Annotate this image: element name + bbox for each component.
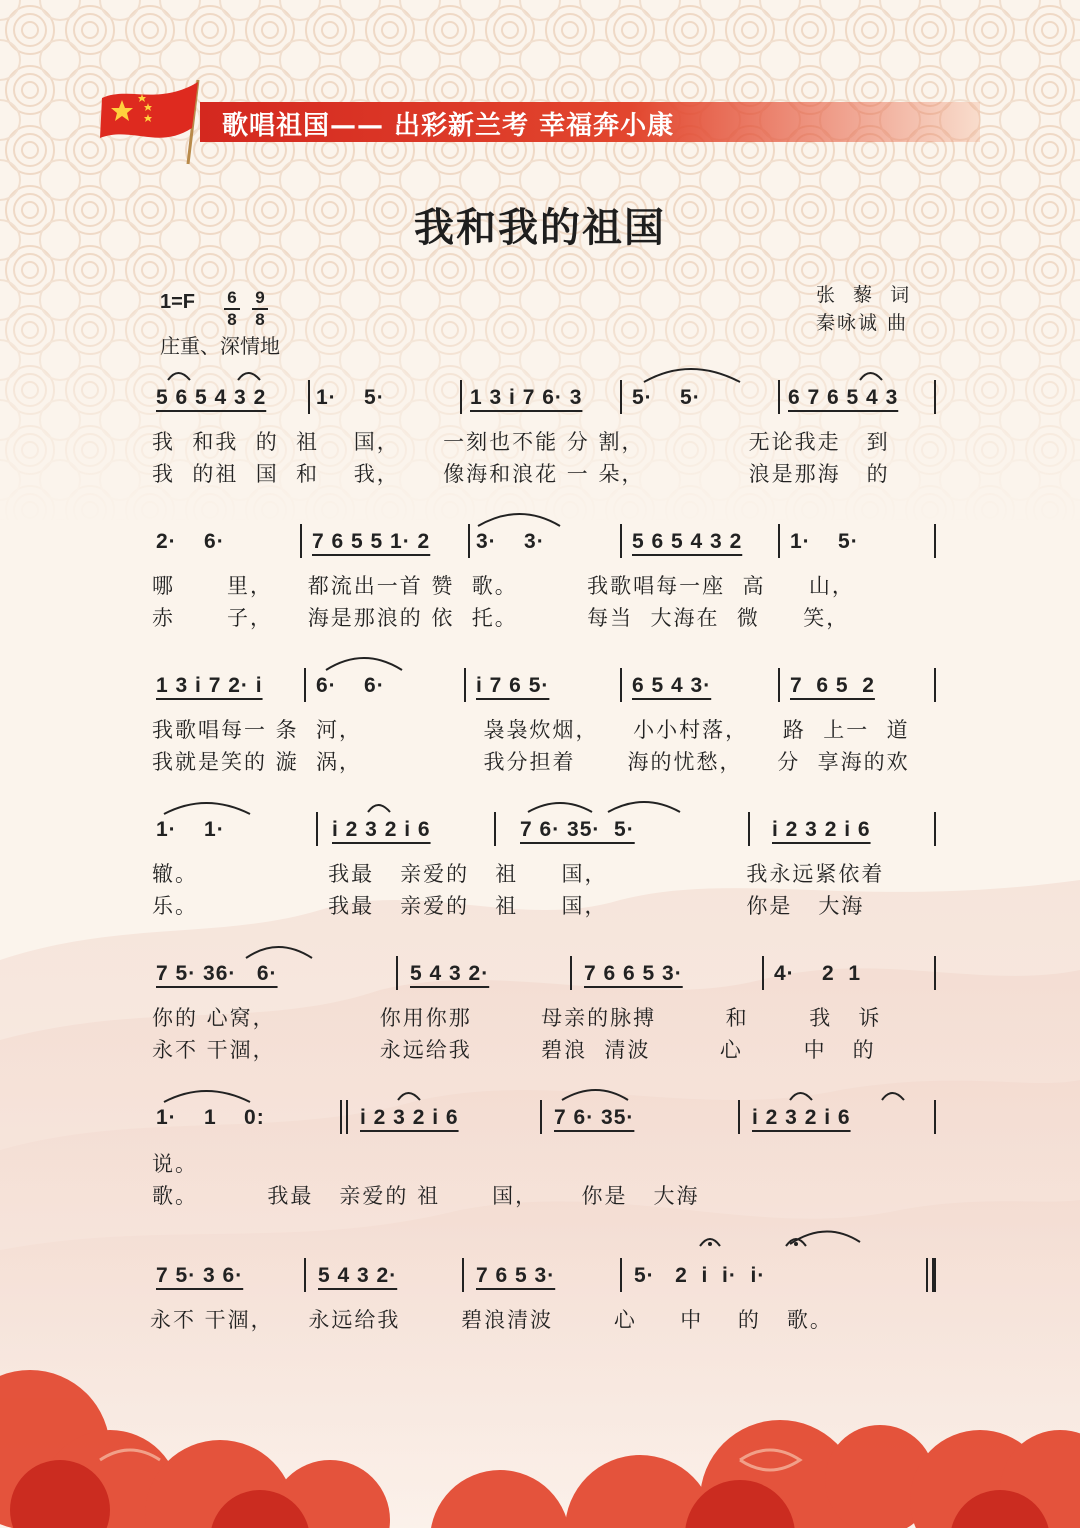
key-signature: 1=F — [160, 291, 196, 313]
notation-line — [150, 1258, 940, 1298]
barline — [762, 956, 764, 990]
final-barline — [926, 1258, 928, 1292]
barline — [934, 1100, 936, 1134]
measure: 7 6 5 3· — [476, 1264, 556, 1287]
lyric-verse-2: 永不 干涸， 永远给我 碧浪 清波 心 中 的 — [152, 1038, 876, 1062]
measure: 7 6· 35· 5· — [520, 818, 635, 841]
measure: 6 5 4 3· — [632, 674, 712, 697]
time-signature-9-8 — [252, 289, 268, 329]
barline — [460, 380, 462, 414]
measure: 7 5· 36· 6· — [156, 962, 278, 985]
measure: i 2 3 2 i 6 — [360, 1106, 459, 1129]
barline — [300, 524, 302, 558]
score-line-7 — [150, 1258, 940, 1298]
measure: 5 6 5 4 3 2 — [632, 530, 743, 553]
barline — [748, 812, 750, 846]
barline — [934, 380, 936, 414]
fermata-and-tie — [690, 1224, 890, 1260]
measure: 1 3 i 7 2· i — [156, 674, 263, 697]
score-line-1 — [150, 380, 940, 420]
composer-credit: 秦咏诚 曲 — [816, 312, 909, 334]
tempo-marking: 庄重、深情地 — [160, 334, 280, 358]
theme-banner — [200, 102, 980, 142]
measure: 7 5· 3 6· — [156, 1264, 244, 1287]
notation-line — [150, 956, 940, 996]
time-sig-bottom: 8 — [255, 310, 265, 329]
measure: i 7 6 5· — [476, 674, 550, 697]
barline — [304, 1258, 306, 1292]
measure: 5· 5· — [632, 386, 701, 409]
notation-line — [150, 380, 940, 420]
final-barline — [932, 1258, 936, 1292]
barline — [494, 812, 496, 846]
barline — [778, 668, 780, 702]
barline — [570, 956, 572, 990]
time-sig-top: 9 — [255, 288, 265, 307]
measure: 7 6 6 5 3· — [584, 962, 683, 985]
lyric-verse-2: 歌。 我最 亲爱的 祖 国， 你是 大海 — [152, 1184, 700, 1208]
lyric-verse-2: 我就是笑的 漩 涡， 我分担着 海的忧愁， 分 享海的欢 — [152, 750, 910, 774]
repeat-barline — [340, 1100, 342, 1134]
barline — [934, 956, 936, 990]
measure: 1· 5· — [316, 386, 385, 409]
repeat-barline — [346, 1100, 348, 1134]
measure: 1· 1· — [156, 818, 225, 841]
lyric-verse-1: 辙。 我最 亲爱的 祖 国， 我永远紧依着 — [152, 862, 885, 886]
barline — [462, 1258, 464, 1292]
barline — [620, 668, 622, 702]
tie-marks — [150, 1080, 950, 1104]
measure: i 2 3 2 i 6 — [752, 1106, 851, 1129]
measure: 1 3 i 7 6· 3 — [470, 386, 583, 409]
score-line-4 — [150, 812, 940, 852]
measure: 1· 1 0: — [156, 1106, 265, 1129]
barline — [778, 524, 780, 558]
notation-line — [150, 812, 940, 852]
score-line-2 — [150, 524, 940, 564]
barline — [620, 1258, 622, 1292]
measure: 5 6 5 4 3 2 — [156, 386, 267, 409]
lyric-verse-1: 哪 里， 都流出一首 赞 歌。 我歌唱每一座 高 山， — [152, 574, 855, 598]
measure: 2· 6· — [156, 530, 225, 553]
measure: 7 6· 35· — [554, 1106, 635, 1129]
barline — [316, 812, 318, 846]
lyric-verse-1: 我 和我 的 祖 国， 一刻也不能 分 割， 无论我走 到 — [152, 430, 890, 454]
barline — [934, 524, 936, 558]
time-sig-top: 6 — [227, 288, 237, 307]
measure: 7 6 5 5 1· 2 — [312, 530, 431, 553]
tie-marks — [150, 792, 950, 816]
time-sig-bottom: 8 — [227, 310, 237, 329]
measure: 4· 2 1 — [774, 962, 862, 985]
lyric-verse-1: 你的 心窝， 你用你那 母亲的脉搏 和 我 诉 — [152, 1006, 882, 1030]
barline — [308, 380, 310, 414]
notation-line — [150, 524, 940, 564]
tie-mark — [320, 650, 420, 672]
notation-line — [150, 1100, 940, 1140]
measure: 5 4 3 2· — [318, 1264, 398, 1287]
barline — [778, 380, 780, 414]
china-flag-icon — [98, 76, 208, 166]
measure: 5· 2 i i· i· — [634, 1264, 766, 1287]
tie-mark — [240, 938, 340, 960]
barline — [934, 668, 936, 702]
barline — [620, 524, 622, 558]
measure: i 2 3 2 i 6 — [772, 818, 871, 841]
lyric-verse-2: 我 的祖 国 和 我， 像海和浪花 一 朵， 浪是那海 的 — [152, 462, 890, 486]
time-signature-6-8 — [224, 289, 240, 329]
notation-line — [150, 668, 940, 708]
tie-marks — [160, 362, 960, 384]
barline — [396, 956, 398, 990]
song-title: 我和我的祖国 — [414, 205, 666, 251]
barline — [540, 1100, 542, 1134]
measure: 5 4 3 2· — [410, 962, 490, 985]
measure: 3· 3· — [476, 530, 545, 553]
lyric-verse-2: 乐。 我最 亲爱的 祖 国， 你是 大海 — [152, 894, 865, 918]
lyric-verse-final: 永不 干涸， 永远给我 碧浪清波 心 中 的 歌。 — [150, 1308, 833, 1332]
barline — [620, 380, 622, 414]
measure: 6 7 6 5 4 3 — [788, 386, 899, 409]
tie-mark — [470, 506, 590, 528]
barline — [464, 668, 466, 702]
banner-text: 歌唱祖国—— 出彩新兰考 幸福奔小康 — [222, 111, 675, 141]
barline — [934, 812, 936, 846]
lyric-verse-1: 说。 — [152, 1152, 198, 1176]
barline — [468, 524, 470, 558]
score-line-5 — [150, 956, 940, 996]
measure: 7 6 5 2 — [790, 674, 875, 697]
barline — [738, 1100, 740, 1134]
lyric-verse-1: 我歌唱每一 条 河， 袅袅炊烟， 小小村落， 路 上一 道 — [152, 718, 910, 742]
measure: 6· 6· — [316, 674, 385, 697]
score-line-3 — [150, 668, 940, 708]
score-line-6 — [150, 1100, 940, 1140]
measure: 1· 5· — [790, 530, 859, 553]
lyricist-credit: 张 藜 词 — [816, 284, 916, 306]
lyric-verse-2: 赤 子， 海是那浪的 依 托。 每当 大海在 微 笑， — [152, 606, 850, 630]
measure: i 2 3 2 i 6 — [332, 818, 431, 841]
barline — [304, 668, 306, 702]
